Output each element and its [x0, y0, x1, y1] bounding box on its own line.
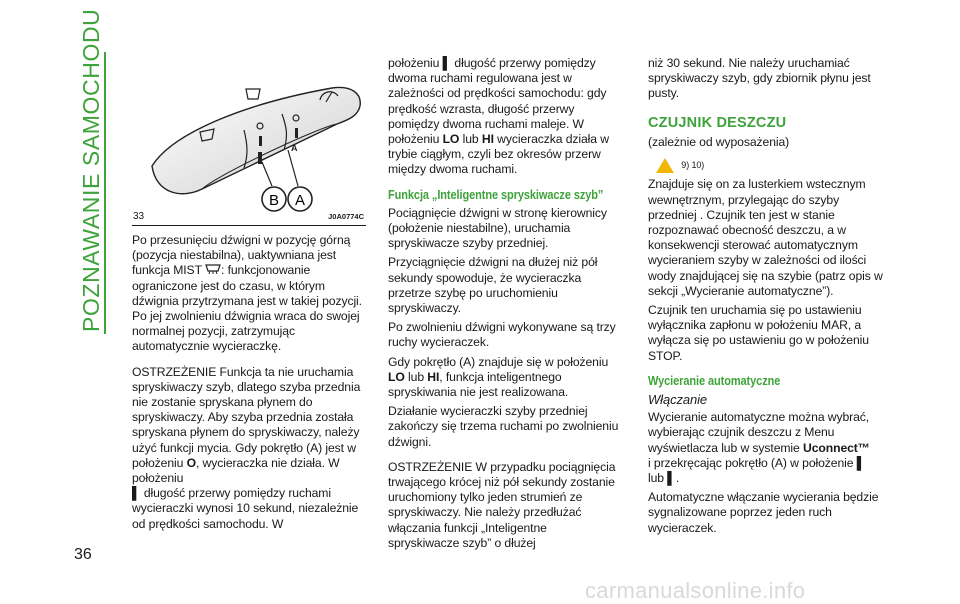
- section-tab-label: POZNAWANIE SAMOCHODU: [78, 8, 104, 332]
- paragraph-auto-signal: Automatyczne włączanie wycierania będzie sygnalizowane poprzez jeden ruch wycieraczek.: [648, 490, 879, 535]
- paragraph-three-strokes: Działanie wycieraczki szyby przedniej zakończy się trzema ruchami po zwolnieniu dźwigni.: [388, 404, 619, 449]
- optional-equipment-note: (zależnie od wyposażenia): [648, 134, 790, 149]
- warning-refs: 9) 10): [681, 160, 705, 171]
- heading-smart-washers: Funkcja „Inteligentne spryskiwacze szyb”: [388, 187, 604, 202]
- paragraph-auto-select: Wycieranie automatyczne można wybrać, wybierając czujnik deszczu z Menu wyświetlacza lub w systemie Uconnect™ i przekręcając pokrętło (A) w położenie ▌ lub ▌.: [648, 410, 870, 486]
- interval-position-icon: ▌: [856, 455, 866, 470]
- interval-position-icon-2: ▌: [667, 471, 676, 486]
- warning-triangle-icon: [656, 158, 674, 173]
- paragraph-30-seconds: niż 30 sekund. Nie należy uruchamiać spryskiwaczy szyb, gdy zbiornik płynu jest pusty.: [648, 56, 871, 101]
- svg-text:A: A: [291, 143, 298, 153]
- paragraph-sensor-location: Znajduje się on za lusterkiem wstecznym wewnętrznym, przylegając do szyby przedniej . Czujnik ten jest w stanie rozpoznawać obecność deszczu, a w konsekwencji sterować automatycznym wycieraniem szyby w zależności od ilości wody znajdującej się na szybie (patrz opis w sekcji „Wycieranie automatyczne”).: [648, 177, 883, 298]
- off-position-icon: O: [186, 455, 196, 470]
- paragraph-interval: położeniu ▌ długość przerwy pomiędzy dwoma ruchami regulowana jest w zależności od prędkości samochodu: gdy prędkość wzrasta, długość przerwy pomiędzy dwoma ruchami maleje. W położeniu LO lub HI wycieraczka działa w trybie ciągłym, czyli bez okresów przerw między dwoma ruchami.: [388, 56, 609, 177]
- heading-rain-sensor: CZUJNIK DESZCZU: [648, 114, 787, 131]
- paragraph-long-pull: Przyciągnięcie dźwigni na dłużej niż pół sekundy spowoduje, że wycieraczka przetrze szybę po uruchomieniu spryskiwaczy.: [388, 255, 598, 316]
- warning-reference: [656, 158, 704, 173]
- long-interval-icon: ▌: [442, 56, 452, 70]
- wiper-lever-figure: [132, 54, 366, 219]
- figure-number: 33: [133, 211, 145, 222]
- heading-switch-on: Włączanie: [648, 392, 708, 408]
- page-number: 36: [74, 546, 92, 563]
- column-3: [648, 56, 884, 540]
- paragraph-sensor-activation: Czujnik ten uruchamia się po ustawieniu wyłącznika zapłonu w położeniu MAR, a wyłącza się po ustawieniu go w położeniu STOP.: [648, 303, 869, 363]
- figure-caption: [132, 211, 366, 226]
- wiper-lever-illustration: [132, 54, 366, 219]
- short-interval-icon: ▌: [132, 486, 141, 501]
- paragraph-warning-washers: OSTRZEŻENIE W przypadku pociągnięcia trwającego krócej niż pół sekundy zostanie uruchomiony tylko jeden strumień ze spryskiwaczy. Nie należy przedłużać włączania funkcji „Inteligentne spryskiwacze szyb” o dłużej: [388, 459, 616, 550]
- paragraph-release: Po zwolnieniu dźwigni wykonywane są trzy ruchy wycieraczek.: [388, 320, 616, 350]
- figure-code: J0A0774C: [328, 212, 364, 221]
- paragraph-lo-hi: Gdy pokrętło (A) znajduje się w położeniu LO lub HI, funkcja inteligentnego spryskiwania nie jest realizowana.: [388, 354, 609, 400]
- mist-icon: [205, 263, 221, 275]
- column-1: [132, 233, 368, 536]
- paragraph-mist: Po przesunięciu dźwigni w pozycję górną (pozycja niestabilna), uaktywniana jest funkcja MIST : funkcjonowanie ograniczone jest do czasu, w którym dźwignia przytrzymana jest w takiej pozycji. Po jej zwolnieniu dźwignia wraca do swojej normalnej pozycji, zatrzymując automatycznie wycieraczkę.: [132, 233, 362, 354]
- uconnect-brand: Uconnect™: [803, 440, 870, 455]
- heading-auto-wiping: Wycieranie automatyczne: [648, 373, 781, 388]
- paragraph-pull-lever: Pociągnięcie dźwigni w stronę kierownicy (położenie niestabilne), uruchamia spryskiwacze szyby przedniej.: [388, 205, 607, 251]
- column-2: [388, 56, 620, 555]
- watermark: carmanualsonline.info: [585, 578, 806, 603]
- callout-b: B: [268, 192, 280, 209]
- callout-a: A: [294, 192, 306, 209]
- paragraph-warning-mist: OSTRZEŻENIE Funkcja ta nie uruchamia spryskiwaczy szyb, dlatego szyba przednia nie zostanie spryskana płynem do spryskiwaczy. Aby szyba przednia została spryskana płynem do spryskiwaczy, należy użyć funkcji mycia. Gdy pokrętło (A) jest w położeniu O, wycieraczka nie działa. W położeniu ▌ długość przerwy pomiędzy ruchami wycieraczki wynosi 10 sekund, niezależnie od prędkości samochodu. W: [132, 364, 361, 531]
